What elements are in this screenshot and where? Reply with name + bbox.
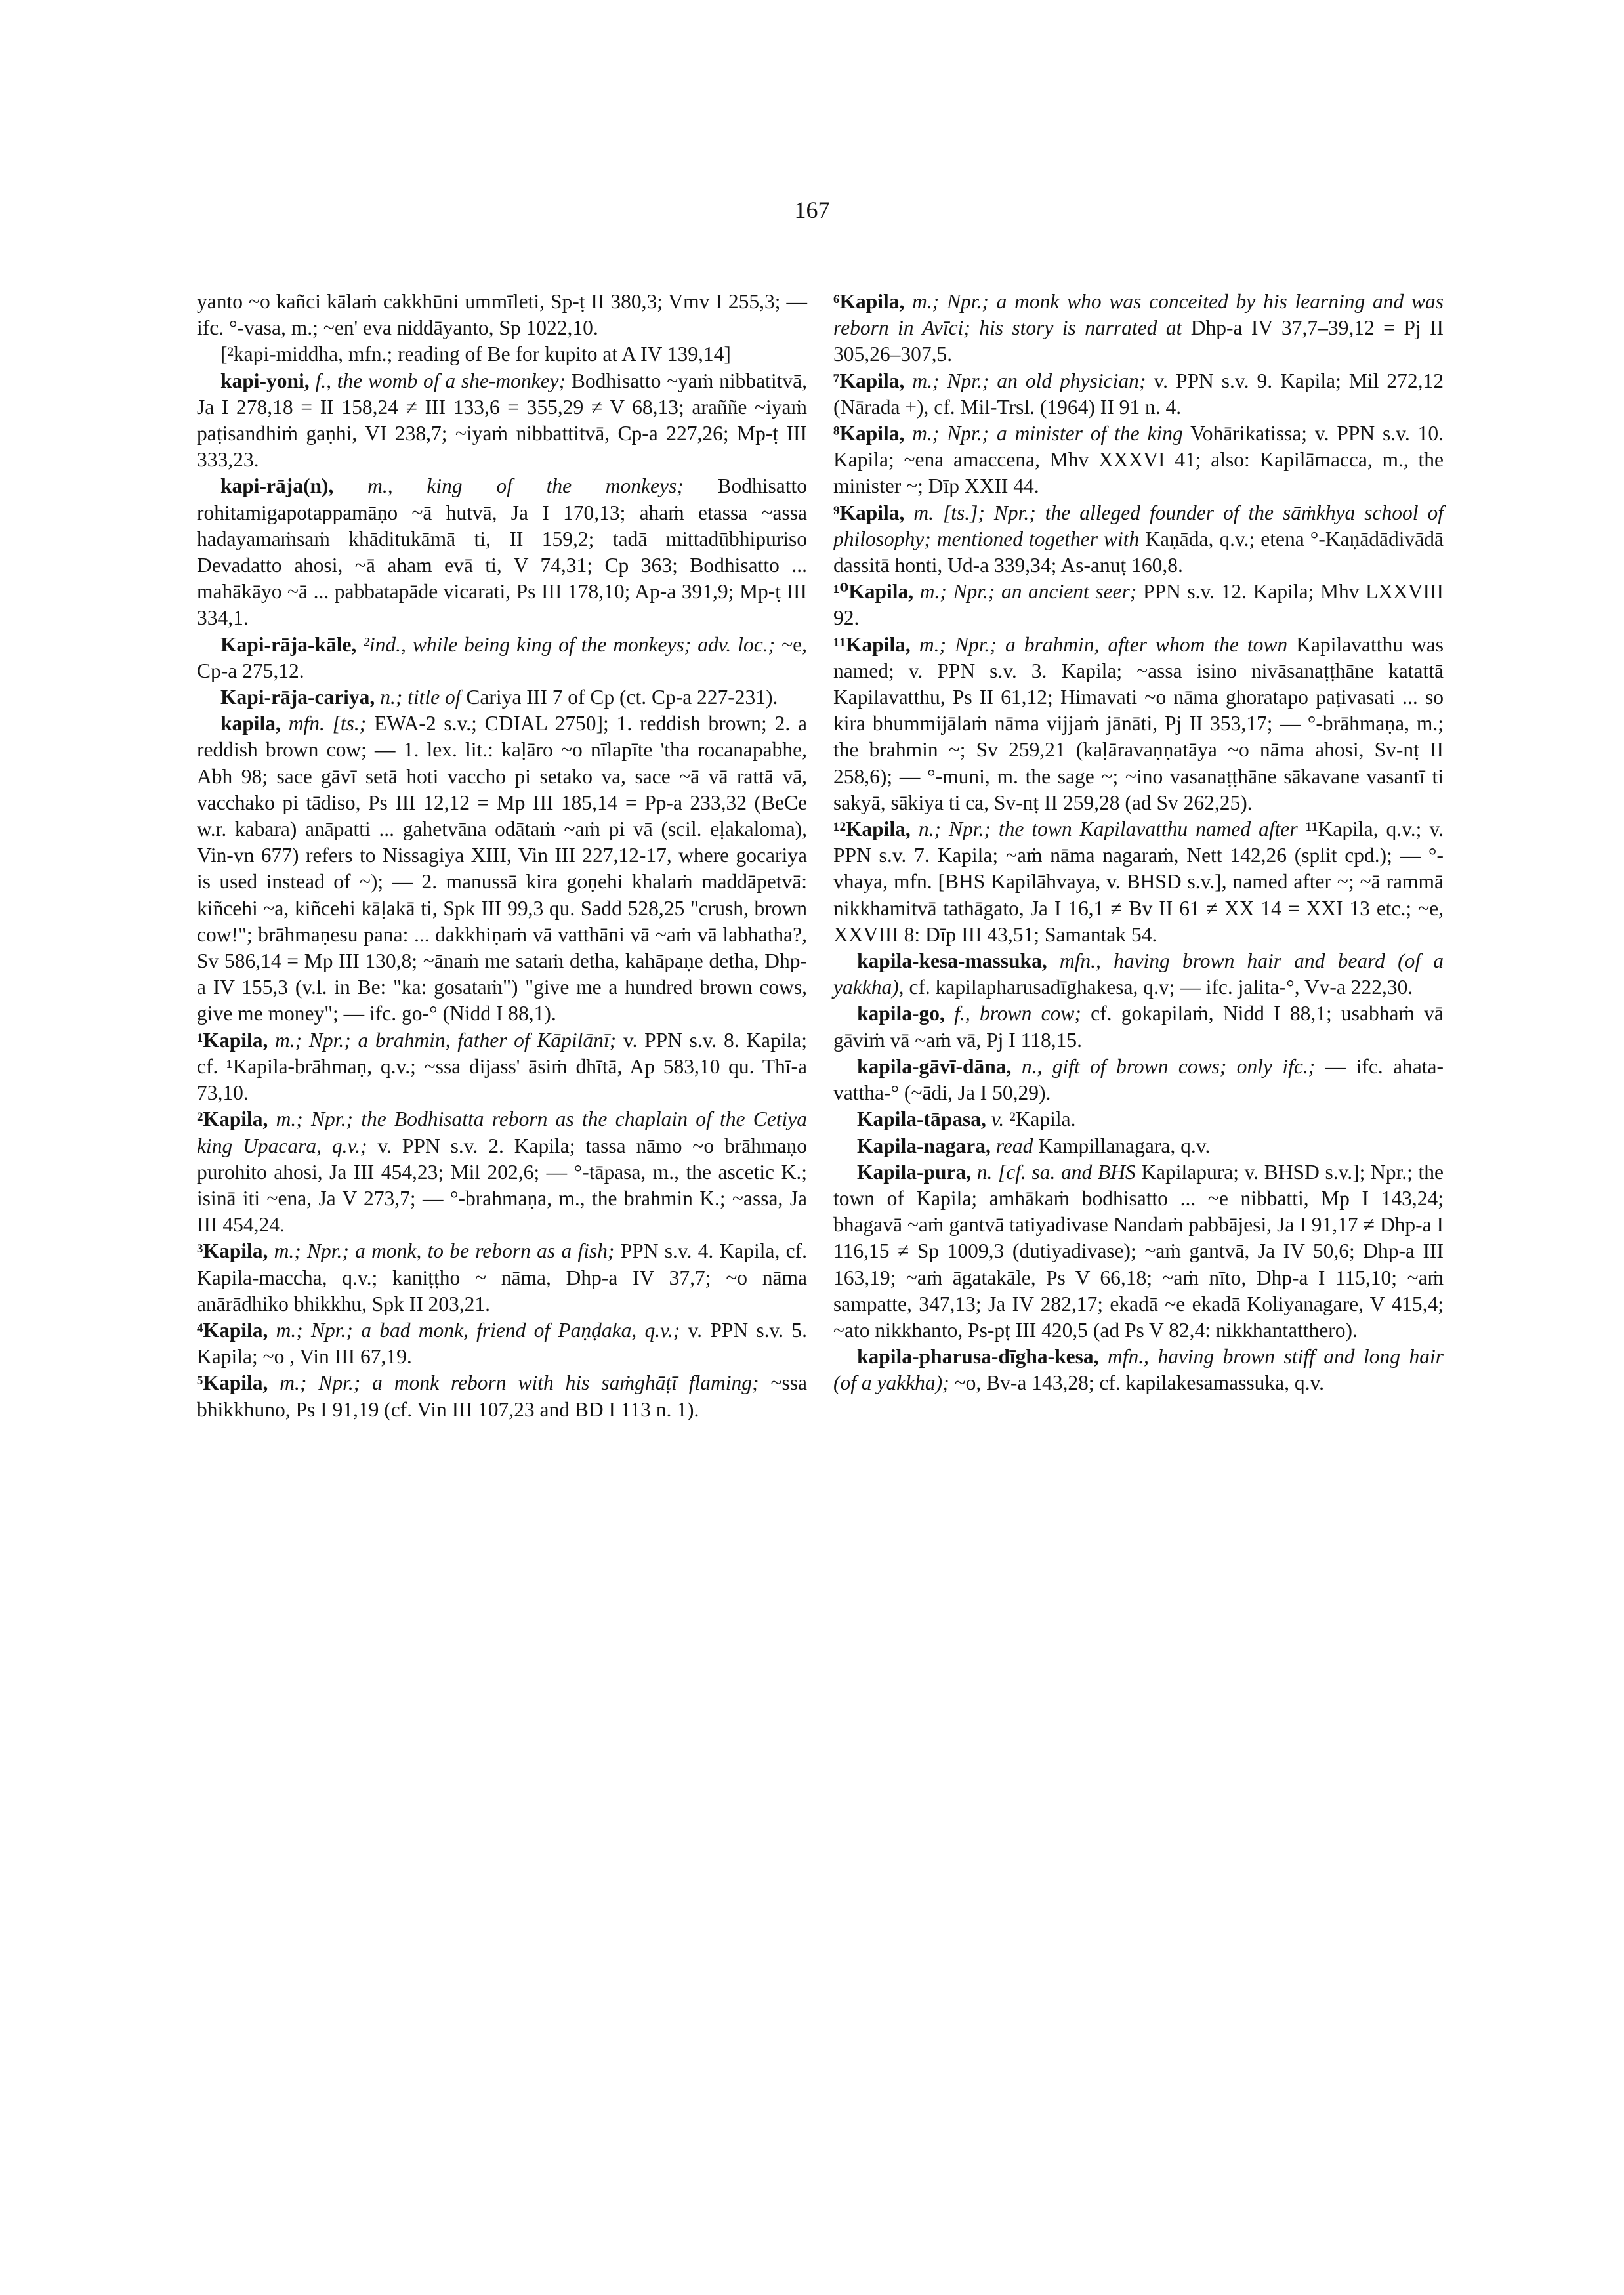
headword: Kapila-tāpasa, [857, 1107, 986, 1131]
headword: ¹⁰Kapila, [833, 580, 914, 604]
headword: ⁴Kapila, [197, 1318, 268, 1342]
dictionary-entry [833, 368, 1444, 421]
entry-text: cf. kapilapharusadīghakesa, q.v; — ifc. jalita-°, Vv-a 222,30. [909, 976, 1413, 999]
headword: kapila-gāvī-dāna, [857, 1054, 1012, 1078]
entry-text: ~e, Cp-a 275,12. [197, 632, 808, 682]
right-column [833, 289, 1444, 1397]
headword: ⁶Kapila, [833, 290, 905, 313]
entry-text: Cariya III 7 of Cp (ct. Cp-a 227-231). [466, 686, 778, 709]
headword: ²Kapila, [197, 1107, 268, 1131]
entry-text: Bodhisatto ~yaṁ nibbatitvā, Ja I 278,18 = II 158,24 ≠ III 133,6 = 355,29 ≠ V 68,13; araññe ~iyaṁ paṭisandhiṁ gaṇhi, VI 238,7; ~iyaṁ nibbattitvā, Cp-a 227,26; Mp-ṭ III 333,23. [197, 369, 807, 472]
dictionary-entry [197, 1238, 807, 1317]
entry-definition: m.; Npr.; a monk reborn with his saṁghāṭī flaming; [280, 1371, 759, 1395]
dictionary-entry [833, 1001, 1444, 1053]
entry-definition: m.; Npr.; a bad monk, friend of Paṇḍaka, q.v.; [276, 1318, 680, 1342]
entry-definition: m.; Npr.; an old physician; [912, 369, 1146, 392]
entry-text: v. PPN s.v. 2. Kapila; tassa nāmo ~o brāhmaṇo purohito ahosi, Ja III 454,23; Mil 202,6; — °-tāpasa, m., the ascetic K.; isinā iti ~ena, Ja V 273,7; — °-brahmaṇa, m., the brahmin K.; ~assa, Ja III 454,24. [197, 1134, 807, 1237]
entry-text: Bodhisatto rohitamigapotappamāṇo ~ā hutvā, Ja I 170,13; ahaṁ etassa ~assa hadayamaṁsaṁ khāditukāmā ti, II 159,2; tadā mittadūbhipuriso Devadatto ahosi, ~ā aham evā ti, V 74,31; Cp 363; Bodhisatto ... mahākāyo ~ā ... pabbatapāde vicarati, Ps III 178,10; Ap-a 391,9; Mp-ṭ III 334,1. [197, 474, 808, 630]
entry-definition: read [995, 1134, 1033, 1157]
dictionary-entry [833, 816, 1444, 948]
headword: kapila-go, [857, 1002, 945, 1025]
dictionary-entry [197, 341, 807, 367]
dictionary-entry [197, 711, 807, 1027]
entry-text: PPN s.v. 4. Kapila, cf. Kapila-maccha, q.v.; kaniṭṭho ~ nāma, Dhp-a IV 37,7; ~o nāma anārādhiko bhikkhu, Spk II 203,21. [197, 1239, 808, 1315]
dictionary-entry [833, 421, 1444, 500]
entry-text: PPN s.v. 12. Kapila; Mhv LXXVIII 92. [833, 580, 1444, 630]
entry-text: [²kapi-middha, mfn.; reading of Be for kupito at A IV 139,14] [220, 342, 731, 366]
dictionary-entry [197, 289, 807, 341]
dictionary-entry [833, 632, 1444, 816]
entry-text: Dhp-a IV 37,7–39,12 = Pj II 305,26–307,5. [833, 316, 1444, 366]
entry-definition: m., king of the monkeys; [367, 474, 684, 498]
dictionary-entry [197, 368, 807, 474]
entry-definition: m.; Npr.; a monk who was conceited by his learning and was reborn in Avīci; his story is narrated at [833, 290, 1444, 340]
headword: ¹¹Kapila, [833, 632, 911, 656]
page-number: 167 [794, 197, 830, 223]
dictionary-entry [833, 1133, 1444, 1159]
entry-definition: m.; Npr.; the Bodhisatta reborn as the chaplain of the Cetiya king Upacara, q.v.; [197, 1107, 808, 1157]
entry-text: EWA-2 s.v.; CDIAL 2750]; 1. reddish brown; 2. a reddish brown cow; — 1. lex. lit.: kaḷāro ~o nīlapīte 'tha rocanapabhe, Abh 98; sace gāvī setā hoti vaccho pi setako va, sace ~ā vā rattā vā, vacchako pi tādiso, Ps III 12,12 = Mp III 185,14 = Pp-a 233,32 (BeCe w.r. kabara) anāpatti ... gahetvāna odātaṁ ~aṁ pi vā (scil. eḷakaloma), Vin-vn 677) refers to Nissagiya XIII, Vin III 227,12-17, where gocariya is used instead of ~); — 2. manussā kira goṇehi khalaṁ maddāpetvā: kiñcehi ~a, kiñcehi kāḷakā ti, Spk III 99,3 qu. Sadd 528,25 "crush, brown cow!"; brāhmaṇesu pana: ... dakkhiṇaṁ vā vatthāni vā ~aṁ vā labhatha?, Sv 586,14 = Mp III 130,8; ~ānaṁ me sataṁ detha, kahāpaṇe detha, Dhp-a IV 155,3 (v.l. in Be: "ka: gosataṁ") "give me a hundred brown cows, give me money"; — ifc. go-° (Nidd I 88,1). [197, 712, 808, 1025]
headword: kapi-rāja(n), [220, 474, 334, 498]
dictionary-entry [197, 1317, 807, 1370]
left-column [197, 289, 807, 1423]
entry-text: v. PPN s.v. 8. Kapila; cf. ¹Kapila-brāhmaṇ, q.v.; ~ssa dijass' āsiṁ dhītā, Ap 583,10 qu. Thī-a 73,10. [197, 1028, 808, 1105]
dictionary-entry [197, 684, 807, 711]
entry-definition: m.; Npr.; a minister of the king [912, 422, 1183, 445]
entry-definition: n.; title of [380, 686, 461, 709]
entry-definition: m.; Npr.; a brahmin, father of Kāpilānī; [275, 1028, 617, 1052]
entry-text: Kapilavatthu was named; v. PPN s.v. 3. Kapila; ~assa isino nivāsanaṭṭhāne katattā Kapilavatthu, Ps II 61,12; Himavati ~o nāma ghoratapo paṭivasati ... so kira bhummijālaṁ nāma vijjaṁ jānāti, Pj II 353,17; — °-brāhmaṇa, m.; the brahmin ~; Sv 259,21 (kaḷāravaṇṇatāya ~o nāma ahosi, Sv-nṭ II 258,6); — °-muni, m. the sage ~; ~ino vasanaṭṭhāne sākavane vasantī ti sakyā, sākiya ti ca, Sv-nṭ II 259,28 (ad Sv 262,25). [833, 632, 1444, 814]
entry-text: — ifc. ahata-vattha-° (~ādi, Ja I 50,29). [833, 1054, 1444, 1105]
headword: Kapi-rāja-kāle, [220, 632, 357, 656]
entry-text: cf. gokapilaṁ, Nidd I 88,1; usabhaṁ vā gāviṁ vā ~aṁ vā, Pj I 118,15. [833, 1002, 1444, 1052]
entry-definition: m.; Npr.; a monk, to be reborn as a fish; [274, 1239, 615, 1263]
entry-text: ¹¹Kapila, q.v.; v. PPN s.v. 7. Kapila; ~aṁ nāma nagaraṁ, Nett 142,26 (split cpd.); — °-vhaya, mfn. [BHS Kapilāhvaya, v. BHSD s.v.], named after ~; ~ā rammā nikkhamitvā tathāgato, Ja I 16,1 ≠ Bv II 61 ≠ XX 14 = XXI 13 etc.; ~e, XXVIII 8: Dīp III 43,51; Samantak 54. [833, 817, 1444, 946]
entry-definition: m.; Npr.; a brahmin, after whom the town [919, 632, 1288, 656]
entry-text: v. PPN s.v. 9. Kapila; Mil 272,12 (Nārada +), cf. Mil-Trsl. (1964) II 91 n. 4. [833, 369, 1444, 419]
entry-text: ~o, Bv-a 143,28; cf. kapilakesamassuka, q.v. [954, 1371, 1325, 1395]
dictionary-entry [833, 289, 1444, 368]
entry-definition: mfn. [ts.; [288, 712, 367, 735]
dictionary-entry [833, 1106, 1444, 1132]
entry-definition: v. [991, 1107, 1005, 1131]
dictionary-entry [833, 1054, 1444, 1106]
entry-definition: f., brown cow; [954, 1002, 1081, 1025]
headword: ⁷Kapila, [833, 369, 905, 392]
dictionary-entry [833, 948, 1444, 1001]
dictionary-entry [197, 473, 807, 631]
entry-text: Kapilapura; v. BHSD s.v.]; Npr.; the town of Kapila; amhākaṁ bodhisatto ... ~e nibbatti, Mp I 143,24; bhagavā ~aṁ gantvā tatiyadivase Nandaṁ pabbājesi, Ja I 91,17 ≠ Dhp-a I 116,15 ≠ Sp 1009,3 (dutiyadivase); ~aṁ gantvā, Ja IV 50,6; Dhp-a III 163,19; ~aṁ āgatakāle, Ps V 66,18; ~aṁ nīto, Dhp-a I 115,10; ~aṁ sampatte, 347,13; Ja IV 282,17; ekadā ~e ekadā Koliyanagare, V 415,4; ~ato nikkhanto, Ps-pṭ III 420,5 (ad Ps V 82,4: nikkhantatthero). [833, 1160, 1444, 1342]
dictionary-entry [197, 632, 807, 684]
entry-definition: m. [ts.]; Npr.; the alleged founder of the sāṁkhya school of philosophy; mentioned together with [833, 501, 1444, 550]
dictionary-entry [833, 579, 1444, 631]
entry-definition: n.; Npr.; the town Kapilavatthu named after [918, 817, 1298, 841]
entry-definition: ²ind., while being king of the monkeys; adv. loc.; [363, 632, 776, 656]
entry-text: Vohārikatissa; v. PPN s.v. 10. Kapila; ~ena amaccena, Mhv XXXVI 41; also: Kapilāmacca, m., the minister ~; Dīp XXII 44. [833, 422, 1444, 498]
headword: ⁸Kapila, [833, 422, 905, 445]
headword: Kapi-rāja-cariya, [220, 686, 375, 709]
headword: Kapila-nagara, [857, 1134, 991, 1157]
dictionary-entry [197, 1370, 807, 1422]
entry-definition: n., gift of brown cows; only ifc.; [1021, 1054, 1316, 1078]
headword: ⁹Kapila, [833, 501, 905, 524]
dictionary-entry [197, 1027, 807, 1107]
headword: Kapila-pura, [857, 1160, 972, 1184]
dictionary-entry [197, 1106, 807, 1238]
headword: kapi-yoni, [220, 369, 310, 392]
dictionary-entry [833, 1344, 1444, 1396]
headword: ³Kapila, [197, 1239, 268, 1263]
entry-text: yanto ~o kañci kālaṁ cakkhūni ummīleti, Sp-ṭ II 380,3; Vmv I 255,3; — ifc. °-vasa, m.; ~en' eva niddāyanto, Sp 1022,10. [197, 290, 807, 340]
entry-definition: mfn., having brown stiff and long hair (of a yakkha); [833, 1345, 1444, 1395]
headword: ⁵Kapila, [197, 1371, 268, 1395]
headword: kapila-pharusa-dīgha-kesa, [857, 1345, 1099, 1369]
entry-text: ~ssa bhikkhuno, Ps I 91,19 (cf. Vin III 107,23 and BD I 113 n. 1). [197, 1371, 808, 1421]
entry-definition: f., the womb of a she-monkey; [315, 369, 566, 392]
dictionary-entry [833, 1159, 1444, 1344]
headword: kapila-kesa-massuka, [857, 949, 1047, 973]
entry-definition: m.; Npr.; an ancient seer; [919, 580, 1137, 604]
entry-definition: mfn., having brown hair and beard (of a yakkha), [833, 949, 1444, 999]
entry-text: Kaṇāda, q.v.; etena °-Kaṇādādivādā dassitā honti, Ud-a 339,34; As-anuṭ 160,8. [833, 527, 1444, 577]
entry-text: Kampillanagara, q.v. [1038, 1134, 1211, 1157]
entry-definition: n. [cf. sa. and BHS [976, 1160, 1136, 1184]
headword: ¹²Kapila, [833, 817, 911, 841]
headword: kapila, [220, 712, 281, 735]
headword: ¹Kapila, [197, 1028, 268, 1052]
dictionary-entry [833, 500, 1444, 579]
entry-text: ²Kapila. [1009, 1107, 1076, 1131]
entry-text: v. PPN s.v. 5. Kapila; ~o , Vin III 67,19. [197, 1318, 808, 1369]
